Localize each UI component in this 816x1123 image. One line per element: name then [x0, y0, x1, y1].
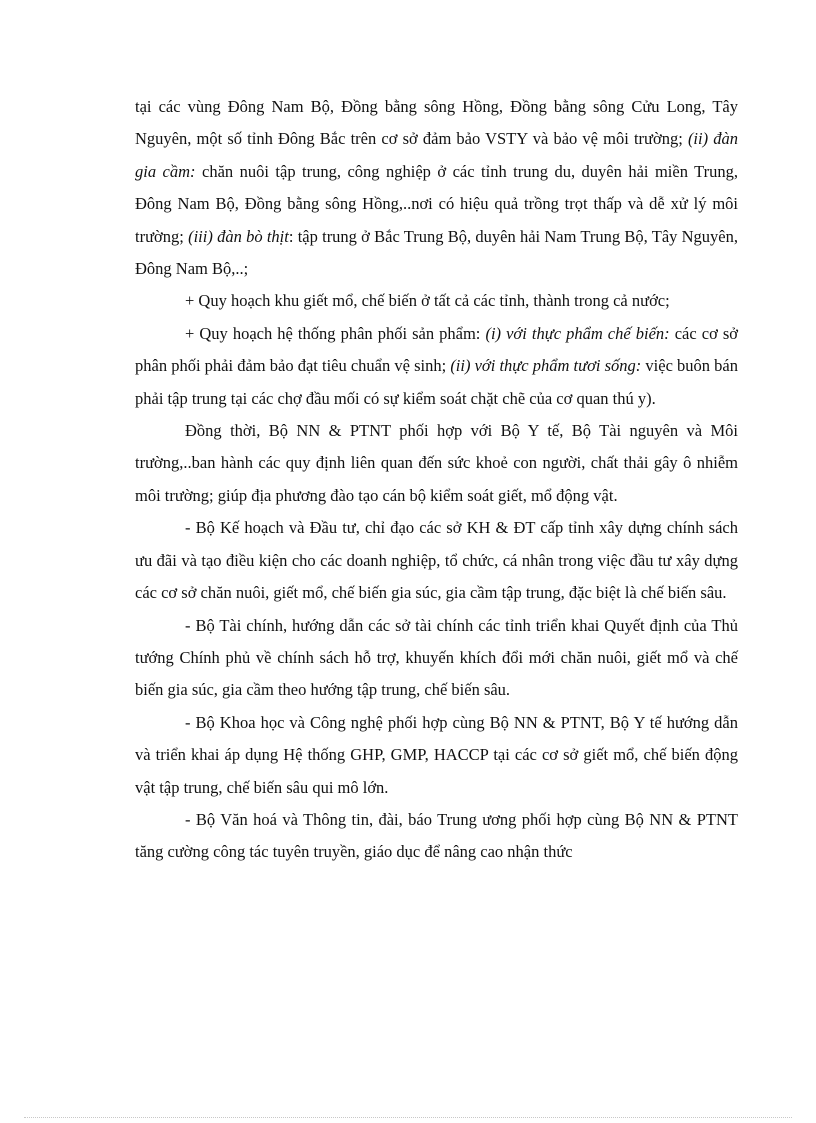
text-run: + Quy hoạch khu giết mổ, chế biến ở tất cả các tỉnh, thành trong cả nước; — [185, 291, 670, 311]
page-bottom-divider — [24, 1117, 792, 1118]
paragraph-slaughter-planning — [135, 285, 738, 317]
text-run: - Bộ Kế hoạch và Đầu tư, chỉ đạo các sở KH & ĐT cấp tỉnh xây dựng chính sách ưu đãi và tạo điều kiện cho các doanh nghiệp, tổ chức, cá nhân trong việc đầu tư xây dựng các cơ sở chăn nuôi, giết mổ, chế biến gia súc, gia cầm tập trung, đặc biệt là chế biến sâu. — [135, 518, 738, 603]
text-run: - Bộ Khoa học và Công nghệ phối hợp cùng Bộ NN & PTNT, Bộ Y tế hướng dẫn và triển khai áp dụng Hệ thống GHP, GMP, HACCP tại các cơ sở giết mổ, chế biến động vật tập trung, chế biến sâu qui mô lớn. — [135, 712, 738, 797]
text-run: : tập trung ở Bắc Trung Bộ, duyên hải Nam Trung Bộ, Tây Nguyên, Đông Nam Bộ,..; — [135, 226, 739, 279]
italic-term: (i) với thực phẩm chế biến: — [485, 323, 670, 343]
italic-term: (iii) đàn bò thịt — [188, 226, 289, 246]
body-text — [135, 91, 738, 869]
paragraph-ministry-agriculture — [135, 415, 738, 512]
text-run: - Bộ Văn hoá và Thông tin, đài, báo Trung ương phối hợp cùng Bộ NN & PTNT tăng cường công tác tuyên truyền, giáo dục để nâng cao nhận thức — [135, 809, 738, 862]
text-run: tại các vùng Đông Nam Bộ, Đồng bằng sông Hồng, Đồng bằng sông Cửu Long, Tây Nguyên, một số tỉnh Đông Bắc trên cơ sở đảm bảo VSTY và bảo vệ môi trường; — [135, 97, 738, 149]
text-run: Đồng thời, Bộ NN & PTNT phối hợp với Bộ Y tế, Bộ Tài nguyên và Môi trường,..ban hành các quy định liên quan đến sức khoẻ con người, chất thải gây ô nhiễm môi trường; giúp địa phương đào tạo cán bộ kiểm soát giết, mổ động vật. — [135, 421, 738, 505]
text-run: việc buôn bán phải tập trung tại các chợ đầu mối có sự kiểm soát chặt chẽ của cơ quan thú y). — [135, 356, 738, 408]
paragraph-ministry-finance — [135, 610, 738, 707]
text-run: các cơ sở phân phối phải đảm bảo đạt tiêu chuẩn vệ sinh; — [135, 323, 738, 376]
text-run: + Quy hoạch hệ thống phân phối sản phẩm: — [185, 323, 486, 343]
paragraph-distribution-planning — [135, 318, 738, 415]
italic-term: (ii) với thực phẩm tươi sống: — [450, 356, 642, 376]
text-run: chăn nuôi tập trung, công nghiệp ở các tỉnh trung du, duyên hải miền Trung, Đông Nam Bộ, Đồng bằng sông Hồng,..nơi có hiệu quả trồng trọt thấp và dễ xử lý môi trường; — [135, 161, 738, 246]
italic-term: (ii) đàn gia cầm: — [135, 129, 738, 181]
paragraph-ministry-science — [135, 707, 738, 804]
paragraph-ministry-culture — [135, 804, 738, 869]
text-run: - Bộ Tài chính, hướng dẫn các sở tài chính các tỉnh triển khai Quyết định của Thủ tướng Chính phủ về chính sách hỗ trợ, khuyến khích đổi mới chăn nuôi, giết mổ và chế biến gia súc, gia cầm theo hướng tập trung, chế biến sâu. — [135, 615, 738, 700]
paragraph-ministry-planning — [135, 512, 738, 609]
paragraph-livestock-regions — [135, 91, 738, 285]
